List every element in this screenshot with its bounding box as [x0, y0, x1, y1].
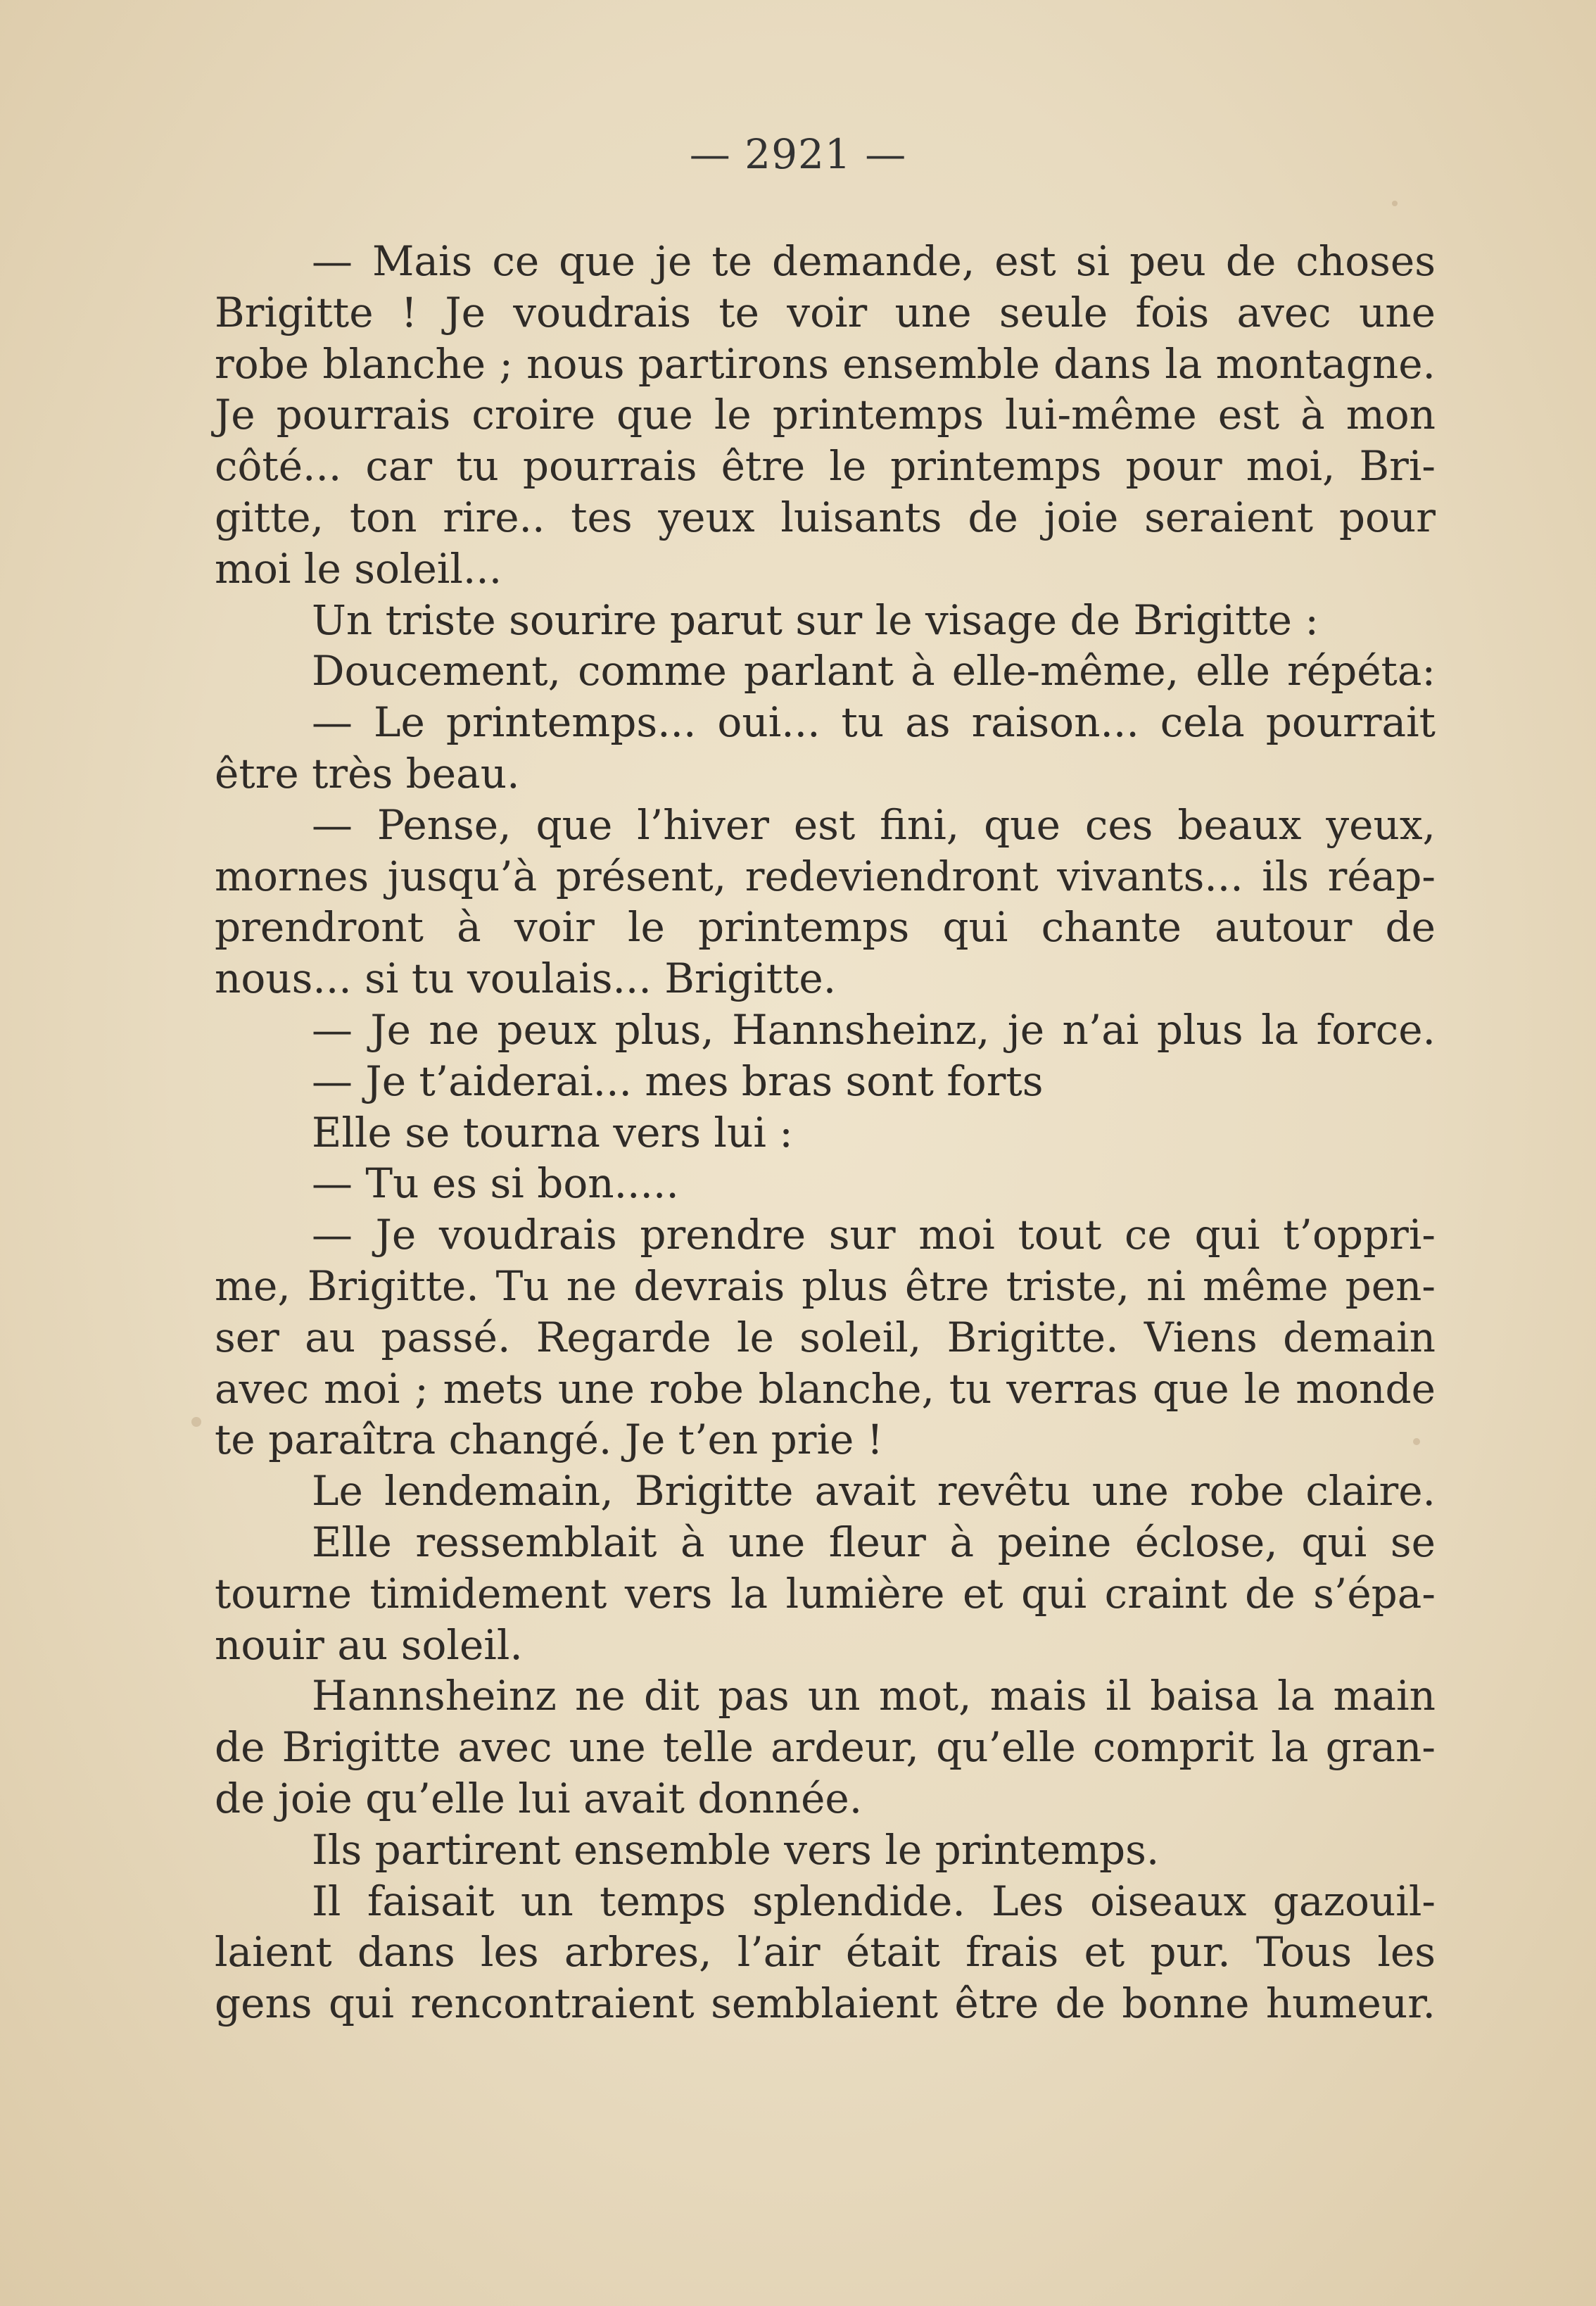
text-line: me, Brigitte. Tu ne devrais plus être triste, ni même pen-: [215, 1261, 1436, 1310]
text-line: — Mais ce que je te demande, est si peu de choses: [312, 237, 1436, 285]
text-line: gitte, ton rire.. tes yeux luisants de joie seraient pour: [215, 493, 1436, 541]
text-line: Il faisait un temps splendide. Les oiseaux gazouil-: [312, 1877, 1436, 1925]
page-number: — 2921 —: [689, 130, 907, 178]
text-line: moi le soleil...: [215, 544, 502, 593]
text-line: — Tu es si bon.....: [312, 1159, 679, 1208]
text-line: être très beau.: [215, 749, 520, 798]
text-line: — Je ne peux plus, Hannsheinz, je n’ai plus la force.: [312, 1005, 1436, 1054]
text-line: Elle ressemblait à une fleur à peine éclose, qui se: [312, 1518, 1436, 1566]
paper-blemish: [1413, 1438, 1420, 1445]
text-line: — Je t’aiderai... mes bras sont forts: [312, 1057, 1044, 1105]
text-line: Doucement, comme parlant à elle-même, elle répéta:: [312, 647, 1436, 695]
paper-blemish: [1392, 201, 1398, 206]
text-line: robe blanche ; nous partirons ensemble dans la montagne.: [215, 339, 1436, 388]
text-line: nouir au soleil.: [215, 1620, 523, 1669]
text-line: de Brigitte avec une telle ardeur, qu’elle comprit la gran-: [215, 1723, 1436, 1772]
text-line: avec moi ; mets une robe blanche, tu verras que le monde: [215, 1364, 1436, 1413]
text-line: prendront à voir le printemps qui chante autour de: [215, 903, 1436, 952]
paper-blemish: [191, 1417, 201, 1427]
text-line: Brigitte ! Je voudrais te voir une seule fois avec une: [215, 288, 1436, 336]
text-line: te paraîtra changé. Je t’en prie !: [215, 1416, 884, 1464]
text-line: — Je voudrais prendre sur moi tout ce qui t’oppri-: [312, 1211, 1436, 1259]
text-line: — Pense, que l’hiver est fini, que ces beaux yeux,: [312, 800, 1436, 849]
body-text: [215, 236, 1436, 2029]
text-line: tourne timidement vers la lumière et qui craint de s’épa-: [215, 1569, 1436, 1618]
text-line: de joie qu’elle lui avait donnée.: [215, 1774, 863, 1822]
text-line: nous... si tu voulais... Brigitte.: [215, 954, 837, 1003]
text-line: laient dans les arbres, l’air était frais et pur. Tous les: [215, 1928, 1436, 1977]
text-line: Ils partirent ensemble vers le printemps.: [312, 1825, 1160, 1874]
text-line: Un triste sourire parut sur le visage de Brigitte :: [312, 596, 1319, 644]
text-line: Je pourrais croire que le printemps lui-même est à mon: [215, 391, 1436, 439]
text-line: côté... car tu pourrais être le printemps pour moi, Bri-: [215, 442, 1436, 491]
text-line: Le lendemain, Brigitte avait revêtu une robe claire.: [312, 1467, 1436, 1516]
text-line: Hannsheinz ne dit pas un mot, mais il baisa la main: [312, 1672, 1436, 1720]
text-line: Elle se tourna vers lui :: [312, 1108, 793, 1157]
text-line: gens qui rencontraient semblaient être de bonne humeur.: [215, 1979, 1436, 2028]
text-line: mornes jusqu’à présent, redeviendront vivants... ils réap-: [215, 852, 1436, 900]
text-line: — Le printemps... oui... tu as raison... cela pourrait: [312, 698, 1436, 747]
text-line: ser au passé. Regarde le soleil, Brigitte. Viens demain: [215, 1313, 1436, 1361]
